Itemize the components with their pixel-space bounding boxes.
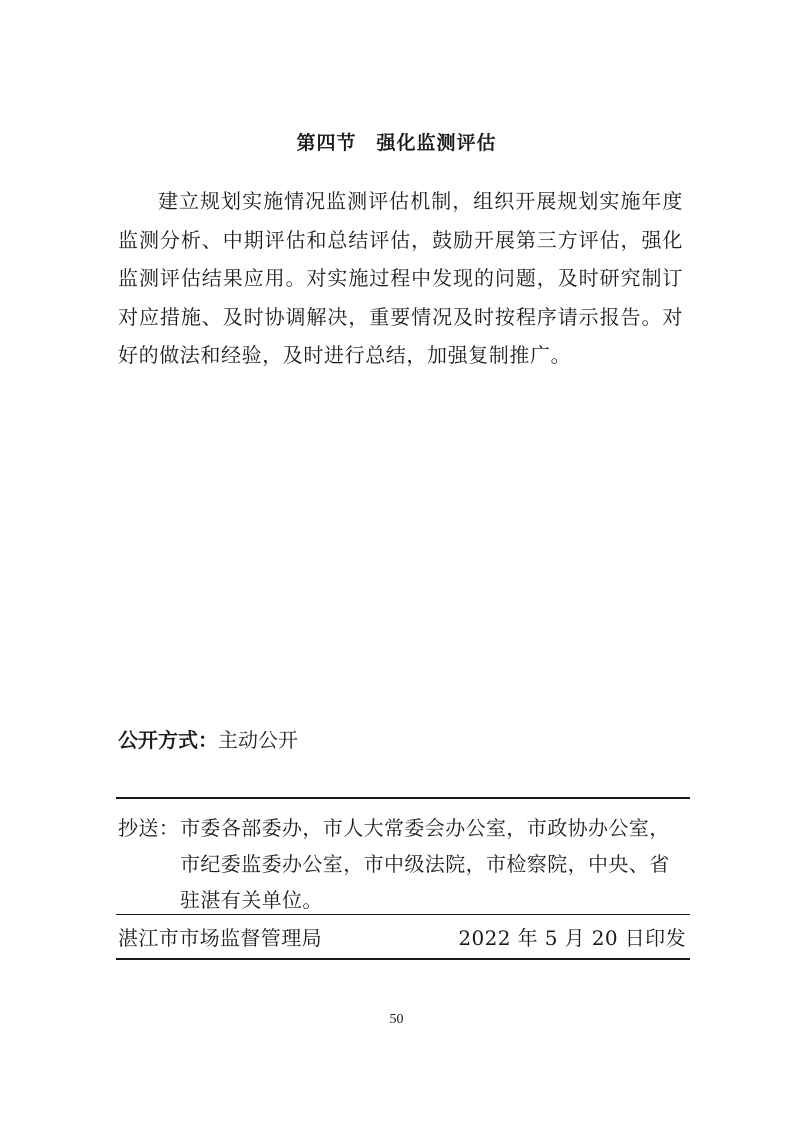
issue-date: 2022 年 5 月 20 日印发 (458, 926, 686, 950)
issuer-organization: 湛江市市场监督管理局 (118, 926, 322, 950)
issuer-bottom-rule (116, 958, 690, 960)
distribution-line-1: 市委各部委办，市人大常委会办公室，市政协办公室， (180, 816, 670, 840)
distribution-label: 抄送： (118, 816, 180, 840)
distribution-line-2: 市纪委监委办公室，市中级法院，市检察院，中央、省 (180, 852, 670, 876)
disclosure-line (118, 726, 298, 754)
issuer-top-rule (116, 914, 690, 915)
distribution-line-3: 驻湛有关单位。 (180, 888, 323, 912)
section-heading: 第四节 强化监测评估 (296, 132, 497, 154)
distribution-top-rule (116, 797, 690, 799)
page-number: 50 (389, 1012, 404, 1027)
disclosure-value: 主动公开 (218, 728, 298, 752)
disclosure-label: 公开方式： (118, 728, 218, 752)
body-paragraph: 建立规划实施情况监测评估机制，组织开展规划实施年度监测分析、中期评估和总结评估，鼓励开展第三方评估，强化监测评估结果应用。对实施过程中发现的问题，及时研究制订对应措施、及时协调解决，重要情况及时按程序请示报告。对好的做法和经验，及时进行总结，加强复制推广。 (118, 189, 683, 368)
distribution-recipients (180, 810, 688, 918)
